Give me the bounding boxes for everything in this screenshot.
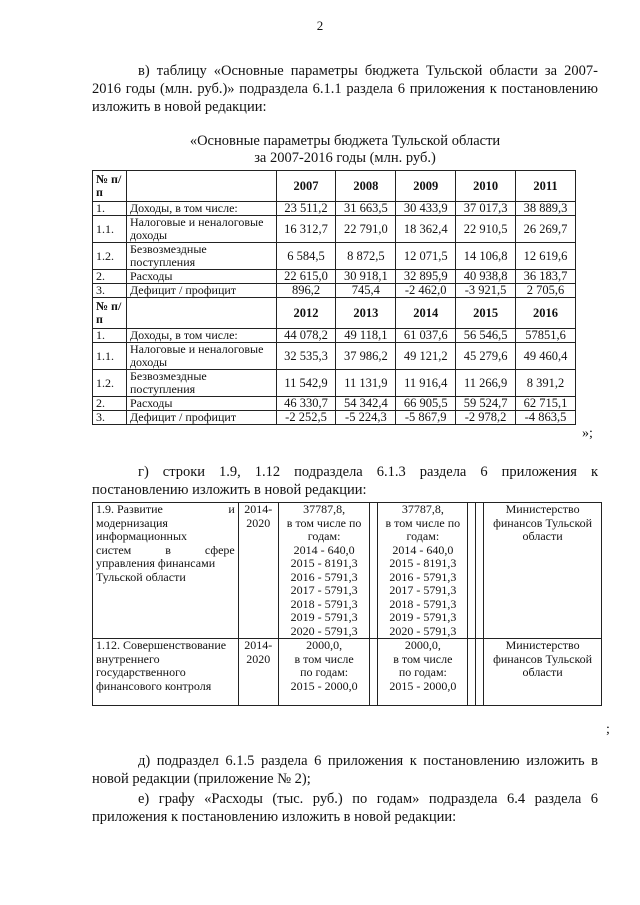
- cell-value: 22 615,0: [276, 270, 336, 284]
- cell-value: 12 071,5: [396, 243, 456, 270]
- funding-line: 2017 - 5791,3: [290, 583, 358, 597]
- funding-line: годам:: [406, 529, 440, 543]
- column-header-year: 2009: [396, 171, 456, 202]
- row112-empty-c: [476, 639, 484, 706]
- cell-value: 16 312,7: [276, 216, 336, 243]
- row-number: 1.2.: [93, 370, 127, 397]
- cell-value: 30 433,9: [396, 202, 456, 216]
- row19-empty-b: [468, 503, 476, 639]
- cell-value: 54 342,4: [336, 397, 396, 411]
- cell-value: 745,4: [336, 284, 396, 298]
- table-row: [93, 343, 576, 370]
- funding-line: по годам:: [300, 665, 349, 679]
- paragraph-e: е) графу «Расходы (тыс. руб.) по годам» подраздела 6.4 раздела 6 приложения к постановлению изложить в новой редакции:: [92, 791, 598, 825]
- row112-organization: Министерство финансов Тульской области: [484, 639, 602, 706]
- header-row-b: [93, 298, 576, 329]
- cell-value: 23 511,2: [276, 202, 336, 216]
- funding-line: 2000,0,: [306, 638, 343, 652]
- cell-value: 11 542,9: [276, 370, 336, 397]
- row19-name-rest1: модернизация информационных: [96, 515, 188, 543]
- column-header-year: 2011: [516, 171, 576, 202]
- column-header-year: 2016: [516, 298, 576, 329]
- cell-value: 56 546,5: [456, 329, 516, 343]
- funding-line: 2014 - 640,0: [293, 542, 355, 557]
- table-row: [93, 370, 576, 397]
- column-header-number: № п/п: [93, 171, 127, 202]
- cell-value: -4 863,5: [516, 411, 576, 425]
- funding-line: 2017 - 5791,3: [389, 583, 457, 597]
- funding-line: в том числе по: [286, 515, 362, 530]
- cell-value: 32 535,3: [276, 343, 336, 370]
- funding-line: 2000,0,: [404, 638, 441, 652]
- page-number: 2: [316, 18, 324, 33]
- row-name: Дефицит / профицит: [126, 284, 276, 298]
- row-number: 1.1.: [93, 216, 127, 243]
- cell-value: 31 663,5: [336, 202, 396, 216]
- cell-value: 46 330,7: [276, 397, 336, 411]
- cell-value: 18 362,4: [396, 216, 456, 243]
- cell-value: 38 889,3: [516, 202, 576, 216]
- cell-value: 8 872,5: [336, 243, 396, 270]
- cell-value: 26 269,7: [516, 216, 576, 243]
- table-row: [93, 202, 576, 216]
- row112-funding-regional: [378, 639, 468, 706]
- row19-years: 2014-2020: [238, 503, 278, 639]
- column-header-year: 2015: [456, 298, 516, 329]
- cell-value: 40 938,8: [456, 270, 516, 284]
- row-name: Налоговые и неналоговые доходы: [126, 216, 276, 243]
- cell-value: 66 905,5: [396, 397, 456, 411]
- column-header-year: 2014: [396, 298, 456, 329]
- cell-value: 57851,6: [516, 329, 576, 343]
- cell-value: 11 131,9: [336, 370, 396, 397]
- cell-value: 37 017,3: [456, 202, 516, 216]
- column-header-year: 2013: [336, 298, 396, 329]
- row-number: 3.: [93, 284, 127, 298]
- row19-name-w1: 1.9. Развитие: [96, 502, 163, 516]
- row-number: 1.: [93, 202, 127, 216]
- row-name: Доходы, в том числе:: [126, 202, 276, 216]
- cell-value: 49 460,4: [516, 343, 576, 370]
- row19-funding-total: [278, 503, 370, 639]
- funding-line: 2018 - 5791,3: [290, 596, 358, 611]
- cell-value: 11 916,4: [396, 370, 456, 397]
- cell-value: -2 462,0: [396, 284, 456, 298]
- funding-line: 2015 - 8191,3: [290, 556, 358, 570]
- funding-line: 2015 - 2000,0: [290, 678, 358, 693]
- funding-line: 37787,8,: [303, 502, 346, 516]
- row112-funding-total: [278, 639, 370, 706]
- row19-name-w3: систем: [96, 542, 132, 557]
- row112-years: 2014-2020: [238, 639, 278, 706]
- cell-value: 14 106,8: [456, 243, 516, 270]
- row112-name: 1.12. Совершенствование внутреннего государственного финансового контроля: [93, 639, 239, 706]
- cell-value: 11 266,9: [456, 370, 516, 397]
- funding-line: годам:: [307, 529, 341, 543]
- table1-title-line1: «Основные параметры бюджета Тульской области: [189, 133, 501, 149]
- table1-title: [92, 133, 598, 167]
- row-name: Дефицит / профицит: [126, 411, 276, 425]
- table-row: [93, 329, 576, 343]
- row-number: 3.: [93, 411, 127, 425]
- program-table: [92, 502, 602, 706]
- header-row-a: [93, 171, 576, 202]
- budget-table: [92, 170, 576, 425]
- table-row: [93, 397, 576, 411]
- funding-line: 2020 - 5791,3: [290, 623, 358, 638]
- paragraph-v: в) таблицу «Основные параметры бюджета Тульской области за 2007-2016 годы (млн. руб.)» подраздела 6.1.1 раздела 6 приложения к постановлению изложить в новой редакции:: [92, 63, 598, 115]
- cell-value: 896,2: [276, 284, 336, 298]
- row19-name-rest2: управления финансами Тульской области: [96, 556, 216, 584]
- table-row: [93, 216, 576, 243]
- column-header-name-empty: [126, 171, 276, 202]
- cell-value: 12 619,6: [516, 243, 576, 270]
- cell-value: 45 279,6: [456, 343, 516, 370]
- cell-value: 22 910,5: [456, 216, 516, 243]
- cell-value: 22 791,0: [336, 216, 396, 243]
- row-name: Расходы: [126, 397, 276, 411]
- table2-closing: ;: [606, 722, 610, 737]
- cell-value: 32 895,9: [396, 270, 456, 284]
- funding-line: 2020 - 5791,3: [389, 623, 457, 638]
- program-row-1-12: [93, 639, 602, 706]
- row-name: Расходы: [126, 270, 276, 284]
- row-number: 1.2.: [93, 243, 127, 270]
- row-number: 2.: [93, 270, 127, 284]
- cell-value: 62 715,1: [516, 397, 576, 411]
- cell-value: 8 391,2: [516, 370, 576, 397]
- funding-line: в том числе: [294, 651, 354, 666]
- funding-line: 2019 - 5791,3: [290, 610, 358, 624]
- paragraph-g: г) строки 1.9, 1.12 подраздела 6.1.3 раздела 6 приложения к постановлению изложить в новой редакции:: [92, 464, 598, 498]
- row19-name-w5: сфере: [204, 542, 235, 557]
- row19-organization: Министерство финансов Тульской области: [484, 503, 602, 639]
- column-header-name-empty: [126, 298, 276, 329]
- row-number: 1.1.: [93, 343, 127, 370]
- cell-value: 59 524,7: [456, 397, 516, 411]
- funding-line: 2014 - 640,0: [392, 542, 454, 557]
- funding-line: по годам:: [398, 665, 447, 679]
- row112-empty-a: [370, 639, 378, 706]
- row19-empty-a: [370, 503, 378, 639]
- funding-line: в том числе по: [385, 515, 461, 530]
- table-row: [93, 411, 576, 425]
- table1-closing-quote: »;: [582, 426, 593, 441]
- paragraph-d: д) подраздел 6.1.5 раздела 6 приложения к постановлению изложить в новой редакции (приложение № 2);: [92, 753, 598, 787]
- column-header-number: № п/п: [93, 298, 127, 329]
- cell-value: 61 037,6: [396, 329, 456, 343]
- cell-value: 37 986,2: [336, 343, 396, 370]
- funding-line: 2018 - 5791,3: [389, 596, 457, 611]
- row-number: 2.: [93, 397, 127, 411]
- cell-value: -5 224,3: [336, 411, 396, 425]
- table-row: [93, 243, 576, 270]
- row19-name-w2: и: [228, 502, 235, 516]
- row-name: Налоговые и неналоговые доходы: [126, 343, 276, 370]
- table-row: [93, 284, 576, 298]
- cell-value: -3 921,5: [456, 284, 516, 298]
- funding-line: 2015 - 2000,0: [389, 678, 457, 693]
- funding-line: 2016 - 5791,3: [290, 569, 358, 584]
- funding-line: 2016 - 5791,3: [389, 569, 457, 584]
- funding-line: 2019 - 5791,3: [389, 610, 457, 624]
- cell-value: 6 584,5: [276, 243, 336, 270]
- column-header-year: 2010: [456, 171, 516, 202]
- cell-value: -2 978,2: [456, 411, 516, 425]
- funding-line: 2015 - 8191,3: [389, 556, 457, 570]
- row-name: Доходы, в том числе:: [126, 329, 276, 343]
- column-header-year: 2008: [336, 171, 396, 202]
- funding-line: в том числе: [393, 651, 453, 666]
- cell-value: 49 118,1: [336, 329, 396, 343]
- cell-value: 36 183,7: [516, 270, 576, 284]
- cell-value: -5 867,9: [396, 411, 456, 425]
- table1-title-line2: за 2007-2016 годы (млн. руб.): [254, 150, 436, 166]
- program-row-1-9: [93, 503, 602, 639]
- cell-value: 30 918,1: [336, 270, 396, 284]
- row112-empty-b: [468, 639, 476, 706]
- funding-line: 37787,8,: [401, 502, 444, 516]
- table-row: [93, 270, 576, 284]
- column-header-year: 2007: [276, 171, 336, 202]
- row19-name: [93, 503, 239, 639]
- row19-name-w4: в: [165, 542, 171, 557]
- cell-value: 44 078,2: [276, 329, 336, 343]
- row19-funding-regional: [378, 503, 468, 639]
- cell-value: 2 705,6: [516, 284, 576, 298]
- cell-value: -2 252,5: [276, 411, 336, 425]
- row-number: 1.: [93, 329, 127, 343]
- row-name: Безвозмездные поступления: [126, 370, 276, 397]
- column-header-year: 2012: [276, 298, 336, 329]
- row19-empty-c: [476, 503, 484, 639]
- cell-value: 49 121,2: [396, 343, 456, 370]
- row-name: Безвозмездные поступления: [126, 243, 276, 270]
